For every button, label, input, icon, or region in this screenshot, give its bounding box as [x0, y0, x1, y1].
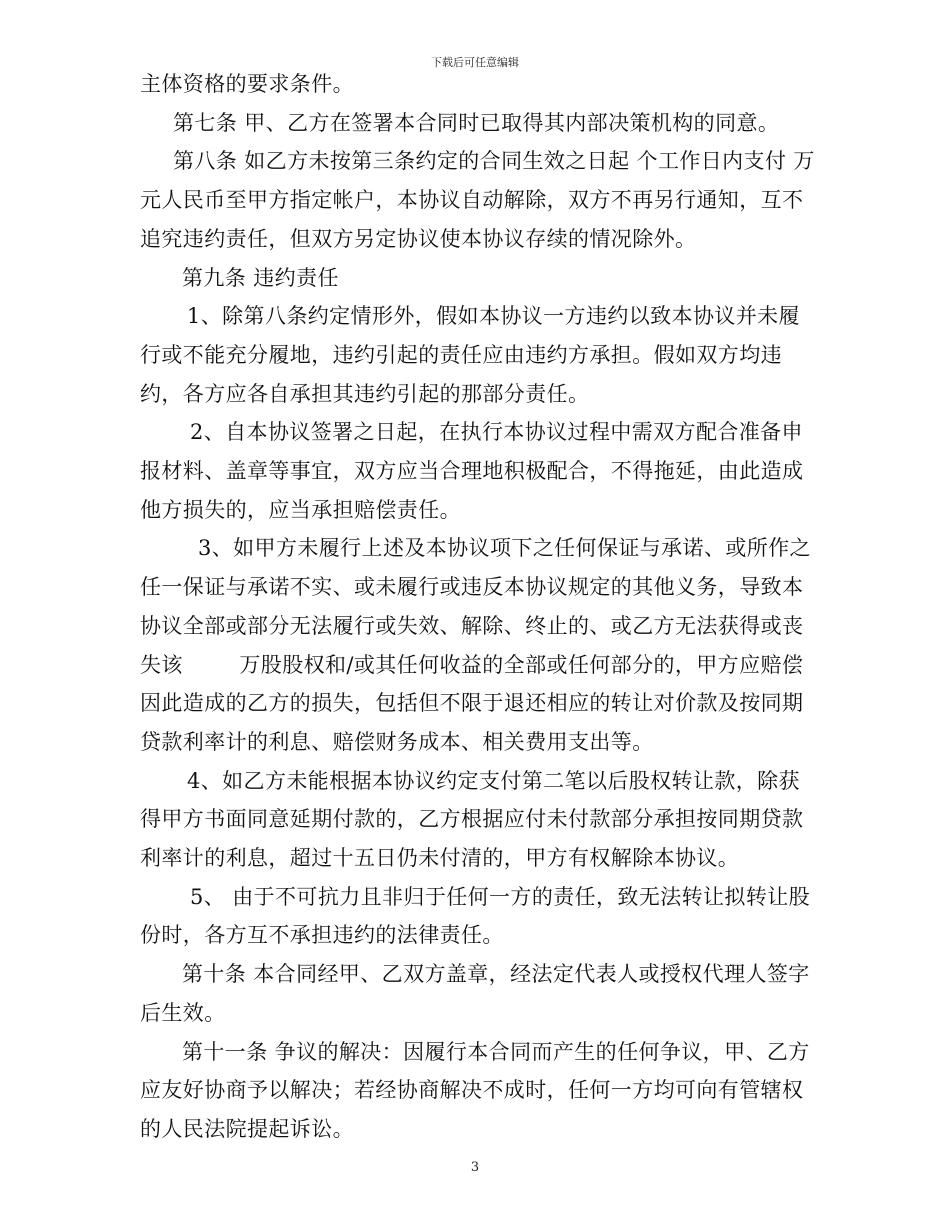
- paragraph-article-11: 第十一条 争议的解决：因履行本合同而产生的任何争议，甲、乙方应友好协商予以解决；若经协商解决不成时，任何一方均可向有管辖权的人民法院提起诉讼。: [140, 1039, 810, 1141]
- paragraph-article-9-clause-4: 4、如乙方未能根据本协议约定支付第二笔以后股权转让款，除获得甲方书面同意延期付款的，乙方根据应付未付款部分承担按同期贷款利率计的利息，超过十五日仍未付清的，甲方有权解除本协议。: [140, 768, 804, 871]
- document-body: [140, 65, 820, 1149]
- paragraph-article-9-clause-5: 5、 由于不可抗力且非归于任何一方的责任，致无法转让拟转让股份时，各方互不承担违约的法律责任。: [140, 884, 811, 948]
- paragraph-article-7: 第七条 甲、乙方在签署本合同时已取得其内部决策机构的同意。: [173, 110, 780, 135]
- paragraph-article-9-heading: 第九条 违约责任: [182, 265, 339, 290]
- paragraph-article-9-clause-3: 3、如甲方未履行上述及本协议项下之任何保证与承诺、或所作之任一保证与承诺不实、或未履行或违反本协议规定的其他义务，导致本协议全部或部分无法履行或失效、解除、终止的、或乙方无法获得或丧失该 万股股权和/或其任何收益的全部或任何部分的，甲方应赔偿因此造成的乙方的损失，包括但不限于退还相应的转让对价款及按同期贷款利率计的利息、赔偿财务成本、相关费用支出等。: [140, 536, 811, 754]
- paragraph-article-8: 第八条 如乙方未按第三条约定的合同生效之日起 个工作日内支付 万元人民币至甲方指定帐户，本协议自动解除，双方不再另行通知，互不追究违约责任，但双方另定协议使本协议存续的情况除外。: [140, 149, 815, 251]
- page-header: 下载后可任意编辑: [431, 56, 519, 69]
- paragraph-article-9-clause-2: 2、自本协议签署之日起，在执行本协议过程中需双方配合准备申报材料、盖章等事宜，双方应当合理地积极配合，不得拖延，由此造成他方损失的，应当承担赔偿责任。: [140, 420, 804, 522]
- paragraph-subject-qualification: 主体资格的要求条件。: [140, 72, 354, 96]
- paragraph-article-9-clause-1: 1、除第八条约定情形外，假如本协议一方违约以致本协议并未履行或不能充分履地，违约引起的责任应由违约方承担。假如双方均违约，各方应各自承担其违约引起的那部分责任。: [140, 304, 800, 406]
- paragraph-article-10: 第十条 本合同经甲、乙双方盖章，经法定代表人或授权代理人签字后生效。: [140, 962, 810, 1025]
- page-number: 3: [470, 1160, 480, 1175]
